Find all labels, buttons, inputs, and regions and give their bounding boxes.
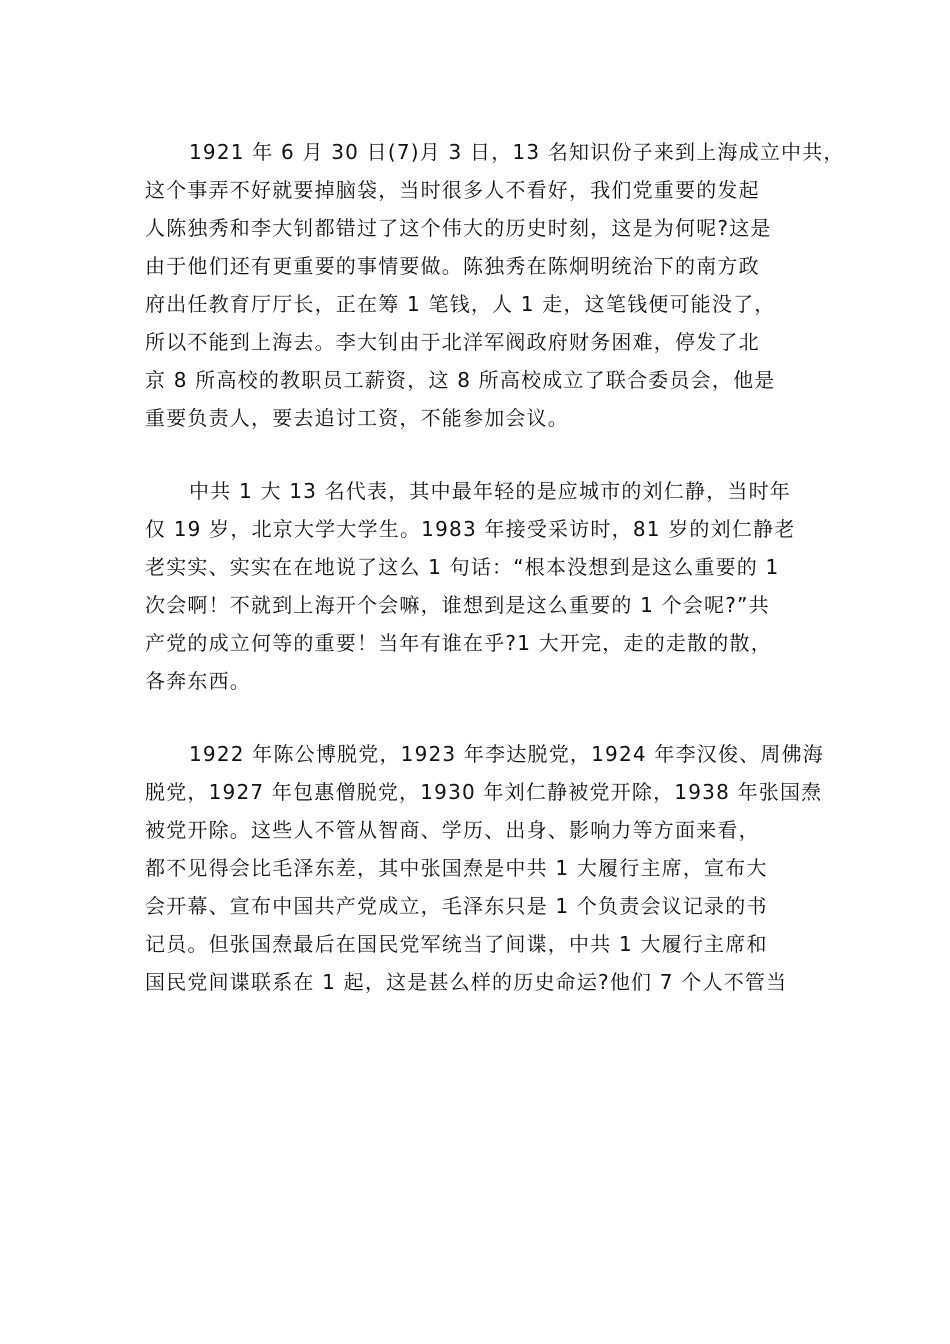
text-line: 老实实、实实在在地说了这么 1 句话：“根本没想到是这么重要的 1 bbox=[145, 555, 780, 579]
text-line: 被党开除。这些人不管从智商、学历、出身、影响力等方面来看， bbox=[145, 818, 760, 842]
text-line: 都不见得会比毛泽东差，其中张国焘是中共 1 大履行主席，宣布大 bbox=[145, 856, 768, 880]
text-line: 中共 1 大 13 名代表，其中最年轻的是应城市的刘仁静，当时年 bbox=[189, 479, 792, 503]
text-line: 1921 年 6 月 30 日(7)月 3 日，13 名知识份子来到上海成立中共， bbox=[189, 140, 845, 164]
text-line: 由于他们还有更重要的事情要做。陈独秀在陈炯明统治下的南方政 bbox=[145, 254, 760, 278]
text-line: 脱党，1927 年包惠僧脱党，1930 年刘仁静被党开除，1938 年张国焘 bbox=[145, 780, 823, 804]
text-line: 各奔东西。 bbox=[145, 669, 251, 693]
paragraph-departures bbox=[145, 735, 824, 1001]
text-line: 1922 年陈公博脱党，1923 年李达脱党，1924 年李汉俊、周佛海 bbox=[189, 742, 824, 766]
text-line: 人陈独秀和李大钊都错过了这个伟大的历史时刻，这是为何呢?这是 bbox=[145, 216, 772, 240]
text-line: 次会啊！不就到上海开个会嘛，谁想到是这么重要的 1 个会呢?”共 bbox=[145, 593, 770, 617]
text-line: 产党的成立何等的重要！当年有谁在乎?1 大开完，走的走散的散， bbox=[145, 631, 772, 655]
text-line: 重要负责人，要去追讨工资，不能参加会议。 bbox=[145, 406, 569, 430]
paragraph-liu-renjing bbox=[145, 472, 810, 700]
text-line: 记员。但张国焘最后在国民党军统当了间谍，中共 1 大履行主席和 bbox=[145, 932, 768, 956]
text-line: 所以不能到上海去。李大钊由于北洋军阀政府财务困难，停发了北 bbox=[145, 330, 760, 354]
text-line: 京 8 所高校的教职员工薪资，这 8 所高校成立了联合委员会，他是 bbox=[145, 368, 776, 392]
text-line: 仅 19 岁，北京大学大学生。1983 年接受采访时，81 岁的刘仁静老 bbox=[145, 517, 796, 541]
paragraph-founding-absence bbox=[145, 133, 845, 437]
text-line: 这个事弄不好就要掉脑袋，当时很多人不看好，我们党重要的发起 bbox=[145, 178, 760, 202]
text-line: 会开幕、宣布中国共产党成立，毛泽东只是 1 个负责会议记录的书 bbox=[145, 894, 768, 918]
text-line: 府出任教育厅厅长，正在筹 1 笔钱，人 1 走，这笔钱便可能没了， bbox=[145, 292, 776, 316]
document-body bbox=[145, 133, 845, 1036]
text-line: 国民党间谍联系在 1 起，这是甚么样的历史命运?他们 7 个人不管当 bbox=[145, 970, 788, 994]
